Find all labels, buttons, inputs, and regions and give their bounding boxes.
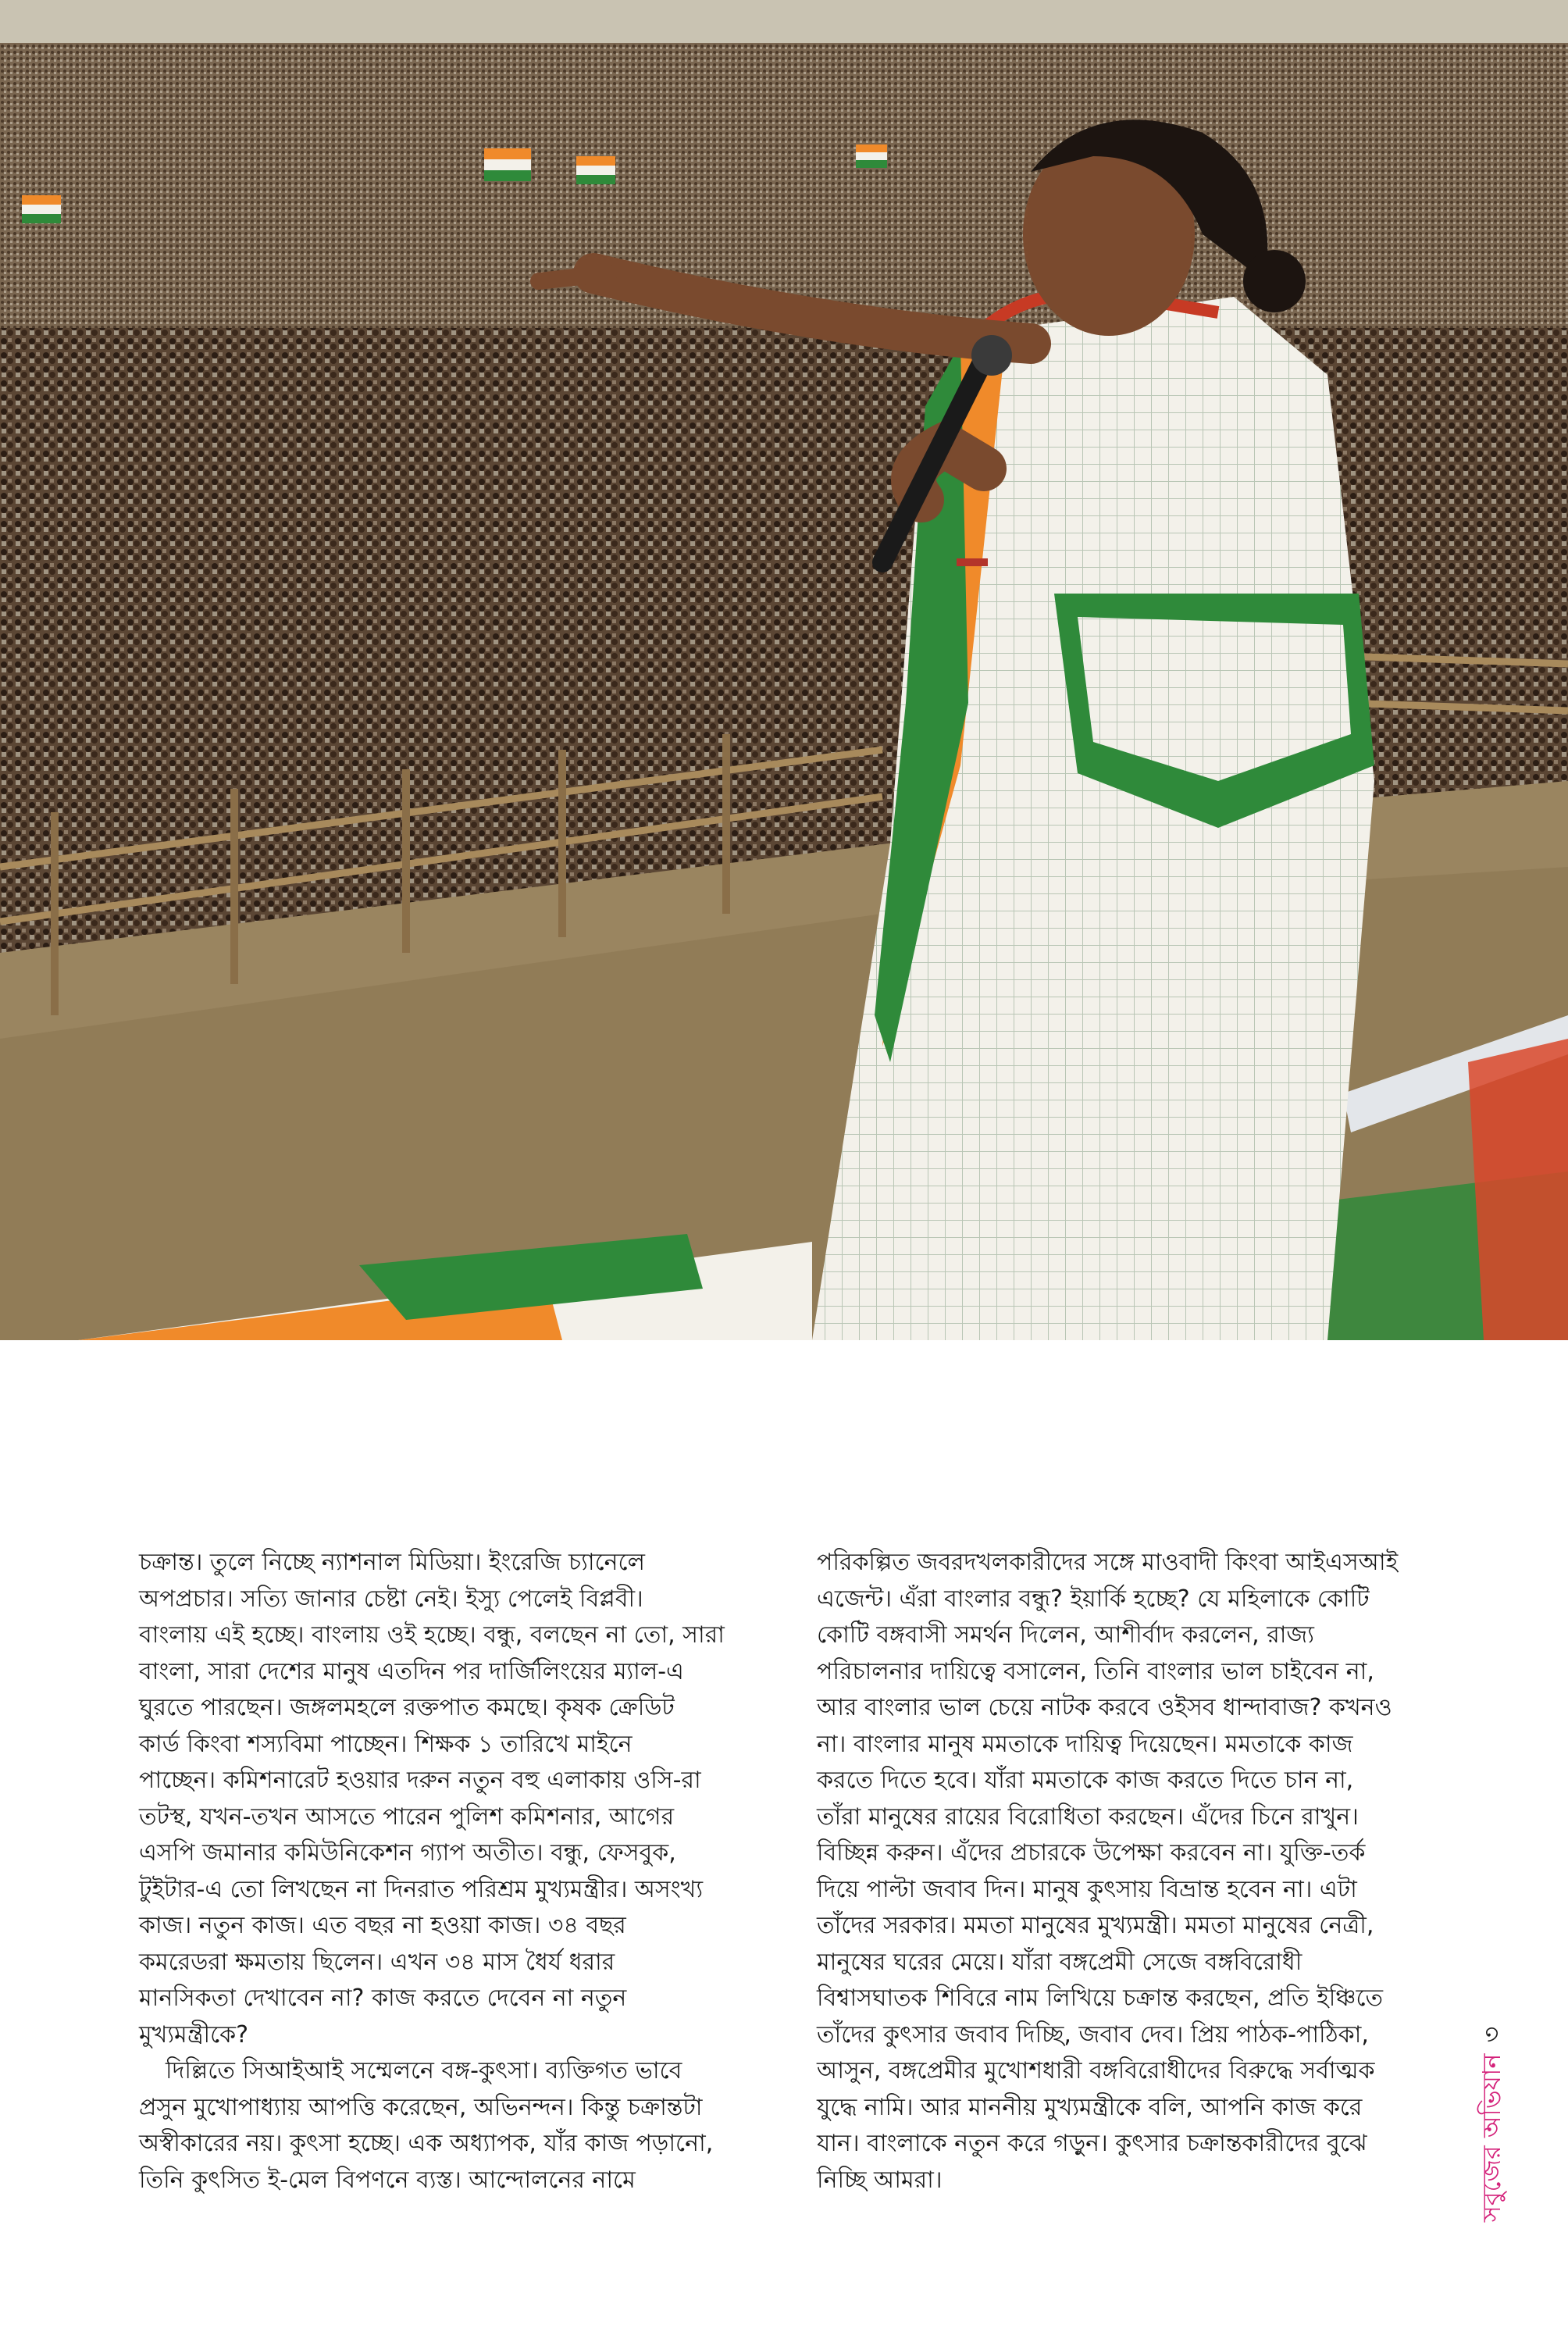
article-line: চক্রান্ত। তুলে নিচ্ছে ন্যাশনাল মিডিয়া। ইংরেজি চ্যানেলে (139, 1549, 645, 1576)
article-line: মুখ্যমন্ত্রীকে? (139, 2020, 249, 2049)
article-line: কোটি বঙ্গবাসী সমর্থন দিলেন, আশীর্বাদ করলেন, রাজ্য (817, 1621, 1314, 1649)
article-line: এজেন্ট। এঁরা বাংলার বন্ধু? ইয়ার্কি হচ্ছে? যে মহিলাকে কোটি (817, 1585, 1370, 1613)
article-column-right (817, 1545, 1441, 2198)
article-line: এসপি জমানার কমিউনিকেশন গ্যাপ অতীত। বন্ধু, ফেসবুক, (139, 1839, 676, 1867)
article-line: প্রসুন মুখোপাধ্যায় আপত্তি করেছেন, অভিনন্দন। কিন্তু চক্রান্তটা (139, 2093, 703, 2121)
article-line: আর বাংলার ভাল চেয়ে নাটক করবে ওইসব ধান্দাবাজ? কখনও (817, 1694, 1392, 1721)
article-line: মানুষের ঘরের মেয়ে। যাঁরা বঙ্গপ্রেমী সেজে বঙ্গবিরোধী (817, 1948, 1303, 1976)
article-line: তাঁরা মানুষের রায়ের বিরোধিতা করছেন। এঁদের চিনে রাখুন। (817, 1803, 1359, 1831)
flag-1 (484, 148, 531, 181)
article-line: না। বাংলার মানুষ মমতাকে দায়িত্ব দিয়েছেন। মমতাকে কাজ (817, 1730, 1353, 1758)
article-line: মানসিকতা দেখাবেন না? কাজ করতে দেবেন না নতুন (139, 1984, 627, 2012)
article-line: ঘুরতে পারছেন। জঙ্গলমহলে রক্তপাত কমছে। কৃষক ক্রেডিট (139, 1694, 675, 1721)
article-line: নিচ্ছি আমরা। (817, 2166, 943, 2194)
article-line: বাংলা, সারা দেশের মানুষ এতদিন পর দার্জিলিংয়ের ম্যাল-এ (139, 1657, 684, 1685)
article-line: আসুন, বঙ্গপ্রেমীর মুখোশধারী বঙ্গবিরোধীদের বিরুদ্ধে সর্বাত্মক (817, 2057, 1375, 2084)
article-line: যান। বাংলাকে নতুন করে গড়ুন। কুৎসার চক্রান্তকারীদের বুঝে (817, 2130, 1367, 2157)
article-line: বাংলায় এই হচ্ছে। বাংলায় ওই হচ্ছে। বন্ধু, বলছেন না তো, সারা (139, 1621, 725, 1649)
folio-text (1472, 2027, 1514, 2223)
article-column-left (139, 1545, 756, 2198)
article-line: যুদ্ধে নামি। আর মাননীয় মুখ্যমন্ত্রীকে বলি, আপনি কাজ করে (817, 2093, 1363, 2121)
article-line: তাঁদের কুৎসার জবাব দিচ্ছি, জবাব দেব। প্রিয় পাঠক-পাঠিকা, (817, 2020, 1369, 2049)
article-line: তাঁদের সরকার। মমতা মানুষের মুখ্যমন্ত্রী। মমতা মানুষের নেত্রী, (817, 1912, 1374, 1939)
page-folio (1470, 1999, 1516, 2249)
article-line: দিয়ে পাল্টা জবাব দিন। মানুষ কুৎসায় বিভ্রান্ত হবেন না। এটা (817, 1875, 1357, 1903)
article-line: দিল্লিতে সিআইআই সম্মেলনে বঙ্গ-কুৎসা। ব্যক্তিগত ভাবে (166, 2057, 682, 2084)
article-line: অপপ্রচার। সত্যি জানার চেষ্টা নেই। ইস্যু পেলেই বিপ্লবী। (139, 1585, 643, 1613)
article-line: পরিকল্পিত জবরদখলকারীদের সঙ্গে মাওবাদী কিংবা আইএসআই (817, 1549, 1399, 1576)
page-number: ৩ (1477, 2026, 1506, 2043)
article-line: তিনি কুৎসিত ই-মেল বিপণনে ব্যস্ত। আন্দোলনের নামে (139, 2166, 636, 2194)
article-line: বিচ্ছিন্ন করুন। এঁদের প্রচারকে উপেক্ষা করবেন না। যুক্তি-তর্ক (817, 1839, 1366, 1867)
article-line: কার্ড কিংবা শস্যবিমা পাচ্ছেন। শিক্ষক ১ তারিখে মাইনে (139, 1730, 633, 1758)
article-line: অস্বীকারের নয়। কুৎসা হচ্ছে। এক অধ্যাপক, যাঁর কাজ পড়ানো, (139, 2130, 714, 2157)
article-line: টুইটার-এ তো লিখছেন না দিনরাত পরিশ্রম মুখ্যমন্ত্রীর। অসংখ্য (139, 1875, 704, 1903)
article-line: কমরেডরা ক্ষমতায় ছিলেন। এখন ৩৪ মাস ধৈর্য ধরার (139, 1948, 615, 1976)
article-line: কাজ। নতুন কাজ। এত বছর না হওয়া কাজ। ৩৪ বছর (139, 1912, 626, 1939)
article-line: পাচ্ছেন। কমিশনারেট হওয়ার দরুন নতুন বহু এলাকায় ওসি-রা (139, 1767, 701, 1794)
article-line: পরিচালনার দায়িত্বে বসালেন, তিনি বাংলার ভাল চাইবেন না, (817, 1657, 1374, 1685)
magazine-title: সবুজের অভিযান (1477, 2053, 1506, 2223)
article-line: তটস্থ, যখন-তখন আসতে পারেন পুলিশ কমিশনার, আগের (139, 1803, 675, 1831)
article-line: বিশ্বাসঘাতক শিবিরে নাম লিখিয়ে চক্রান্ত করছেন, প্রতি ইঞ্চিতে (817, 1984, 1384, 2012)
article-line: করতে দিতে হবে। যাঁরা মমতাকে কাজ করতে দিতে চান না, (817, 1767, 1354, 1794)
